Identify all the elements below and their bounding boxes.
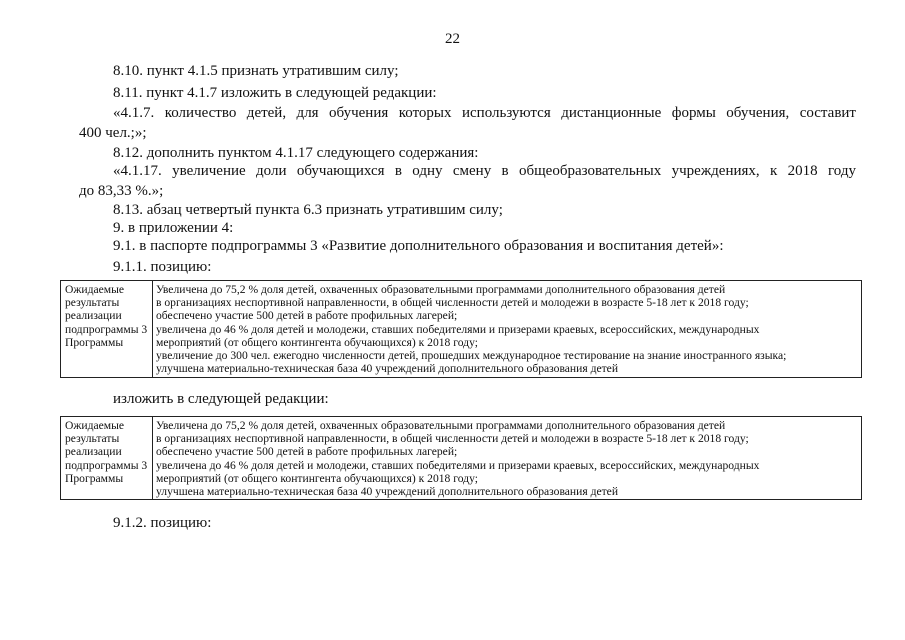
page-number: 22 — [445, 31, 460, 47]
table-line: Увеличена до 75,2 % доля детей, охваченных образовательными программами дополнительного образования детей — [156, 419, 726, 432]
table-label-cell: Ожидаемые результаты реализации подпрограммы 3 Программы — [61, 417, 153, 499]
paragraph-4-1-7-cont: 400 чел.;»; — [79, 125, 147, 141]
table-line: мероприятий (от общего контингента обучающихся) к 2018 году; — [156, 471, 478, 485]
paragraph-8-10: 8.10. пункт 4.1.5 признать утратившим силу; — [113, 63, 399, 79]
table-content-cell — [153, 417, 861, 499]
table-line: обеспечено участие 500 детей в работе профильных лагерей; — [156, 309, 458, 323]
paragraph-4-1-17-cont: до 83,33 %.»; — [79, 183, 164, 199]
paragraph-8-13: 8.13. абзац четвертый пункта 6.3 признать утратившим силу; — [113, 202, 503, 218]
paragraph-4-1-17: «4.1.17. увеличение доли обучающихся в одну смену в общеобразовательных учреждениях, к 2018 году — [113, 163, 856, 179]
table-line: улучшена материально-техническая база 40 учреждений дополнительного образования детей — [156, 485, 619, 499]
table-line: увеличена до 46 % доля детей и молодежи, ставших победителями и призерами краевых, всероссийских, международных — [156, 458, 760, 472]
paragraph-9-1: 9.1. в паспорте подпрограммы 3 «Развитие дополнительного образования и воспитания детей»: — [113, 238, 724, 254]
paragraph-9-1-2: 9.1.2. позицию: — [113, 515, 212, 531]
table-line: улучшена материально-техническая база 40 учреждений дополнительного образования детей — [156, 362, 619, 376]
table-line: увеличение до 300 чел. ежегодно численности детей, прошедших международное тестирование на знание иностранного языка; — [156, 349, 787, 363]
paragraph-new-edition: изложить в следующей редакции: — [113, 391, 329, 407]
table-line: в организациях неспортивной направленности, в общей численности детей и молодежи в возрасте 5-18 лет к 2018 году; — [156, 432, 749, 446]
table-label-cell: Ожидаемые результаты реализации подпрограммы 3 Программы — [61, 281, 153, 377]
table-line: мероприятий (от общего контингента обучающихся) к 2018 году; — [156, 335, 478, 349]
paragraph-9: 9. в приложении 4: — [113, 220, 234, 236]
paragraph-4-1-7: «4.1.7. количество детей, для обучения которых используются дистанционные формы обучения, составит — [113, 105, 856, 121]
table-line: Увеличена до 75,2 % доля детей, охваченных образовательными программами дополнительного образования детей — [156, 283, 726, 296]
paragraph-9-1-1: 9.1.1. позицию: — [113, 259, 212, 275]
table-line: увеличена до 46 % доля детей и молодежи, ставших победителями и призерами краевых, всероссийских, международных — [156, 322, 760, 336]
table-content-cell — [153, 281, 861, 377]
table-line: в организациях неспортивной направленности, в общей численности детей и молодежи в возрасте 5-18 лет к 2018 году; — [156, 296, 749, 310]
paragraph-8-12: 8.12. дополнить пунктом 4.1.17 следующего содержания: — [113, 145, 479, 161]
paragraph-8-11: 8.11. пункт 4.1.7 изложить в следующей редакции: — [113, 85, 437, 101]
position-table-new — [60, 416, 862, 500]
table-line: обеспечено участие 500 детей в работе профильных лагерей; — [156, 445, 458, 459]
position-table-old — [60, 280, 862, 378]
